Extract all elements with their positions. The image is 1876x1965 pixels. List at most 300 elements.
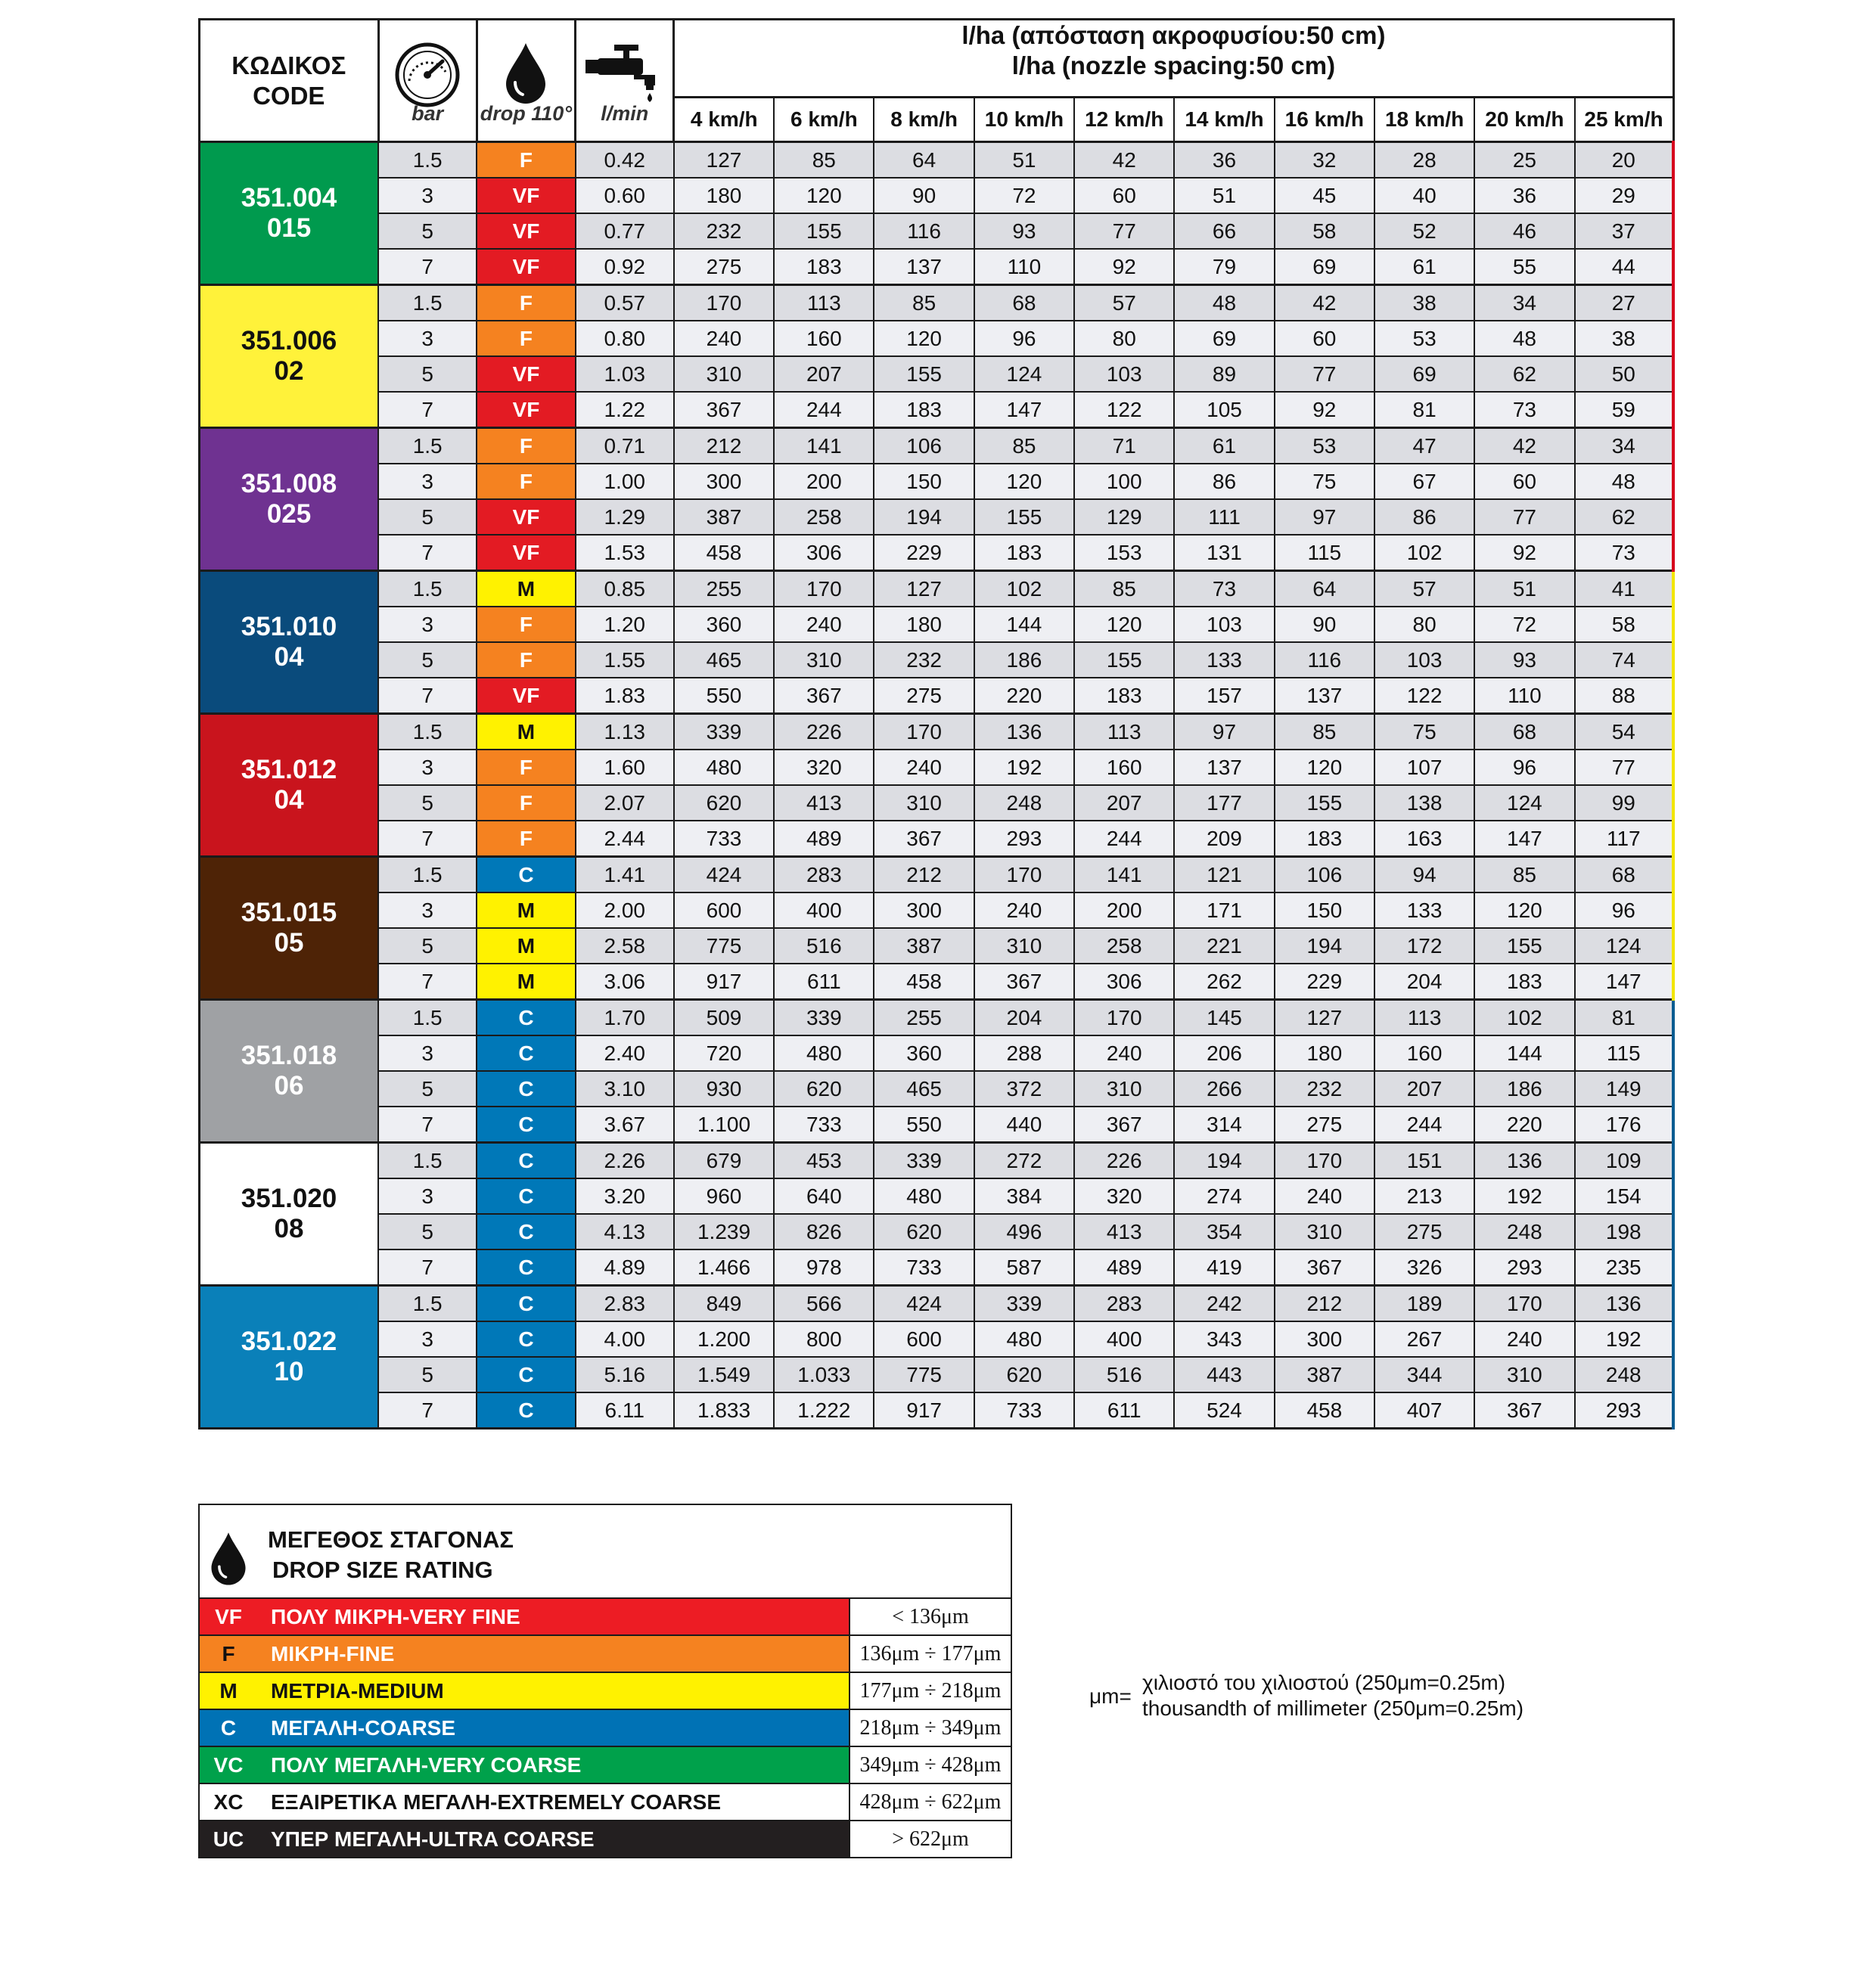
application-rate-value: 50: [1575, 356, 1673, 392]
application-rate-value: 419: [1174, 1249, 1274, 1286]
bar-value: 5: [378, 499, 477, 535]
application-rate-value: 232: [674, 213, 774, 249]
water-drop-icon: [503, 42, 548, 104]
flow-value: 2.44: [576, 821, 674, 857]
application-rate-value: 516: [774, 928, 874, 964]
legend-code: VF: [215, 1604, 242, 1628]
nozzle-size: 08: [274, 1214, 304, 1243]
application-rate-value: 69: [1174, 321, 1274, 356]
table-row: [200, 142, 1674, 178]
flow-value: 4.00: [576, 1321, 674, 1357]
legend-row: [200, 1783, 1011, 1820]
table-row: [200, 499, 1674, 535]
bar-value: 3: [378, 750, 477, 785]
application-rate-value: 53: [1374, 321, 1474, 356]
application-rate-value: 113: [1374, 1000, 1474, 1036]
application-rate-value: 192: [1575, 1321, 1673, 1357]
application-rate-value: 97: [1174, 714, 1274, 750]
flow-value: 2.58: [576, 928, 674, 964]
flow-value: 1.70: [576, 1000, 674, 1036]
drop-size-badge: F: [477, 750, 575, 785]
nozzle-code: 351.018: [241, 1041, 337, 1070]
application-rate-value: 102: [1374, 535, 1474, 571]
flow-value: 0.85: [576, 571, 674, 607]
application-rate-value: 1.100: [674, 1107, 774, 1143]
application-rate-value: 144: [974, 607, 1074, 642]
table-row: [200, 1071, 1674, 1107]
application-rate-value: 99: [1575, 785, 1673, 821]
application-rate-value: 221: [1174, 928, 1274, 964]
table-row: [200, 249, 1674, 285]
table-row: [200, 642, 1674, 678]
drop-size-badge: F: [477, 607, 575, 642]
application-rate-value: 170: [1074, 1000, 1174, 1036]
application-rate-value: 71: [1074, 428, 1174, 464]
legend-code: F: [222, 1641, 235, 1665]
application-rate-value: 620: [774, 1071, 874, 1107]
application-rate-value: 155: [1474, 928, 1574, 964]
drop-size-badge: C: [477, 857, 575, 893]
nozzle-size: 06: [274, 1071, 304, 1100]
application-rate-value: 133: [1374, 892, 1474, 928]
bar-value: 1.5: [378, 285, 477, 321]
application-rate-value: 105: [1174, 392, 1274, 428]
nozzle-code: 351.004: [241, 183, 337, 213]
table-row: [200, 1249, 1674, 1286]
bar-value: 7: [378, 964, 477, 1000]
application-rate-value: 183: [774, 249, 874, 285]
legend-color-band: [200, 1747, 849, 1783]
bar-value: 1.5: [378, 428, 477, 464]
application-rate-value: 235: [1575, 1249, 1673, 1286]
table-row: [200, 607, 1674, 642]
application-rate-value: 213: [1374, 1178, 1474, 1214]
application-rate-value: 122: [1374, 678, 1474, 714]
application-rate-value: 160: [1374, 1035, 1474, 1071]
application-rate-value: 192: [974, 750, 1074, 785]
application-rate-value: 978: [774, 1249, 874, 1286]
legend-title: [268, 1525, 514, 1585]
table-row: [200, 750, 1674, 785]
application-rate-value: 272: [974, 1143, 1074, 1179]
application-rate-value: 74: [1575, 642, 1673, 678]
application-rate-value: 131: [1174, 535, 1274, 571]
application-rate-value: 103: [1074, 356, 1174, 392]
application-rate-value: 86: [1374, 499, 1474, 535]
application-rate-value: 62: [1474, 356, 1574, 392]
application-rate-value: 80: [1074, 321, 1174, 356]
bar-value: 5: [378, 1214, 477, 1249]
table-row: [200, 964, 1674, 1000]
table-row: [200, 1000, 1674, 1036]
application-rate-value: 68: [1474, 714, 1574, 750]
table-row: [200, 178, 1674, 213]
application-rate-value: 367: [1074, 1107, 1174, 1143]
speed-header: 10 km/h: [974, 98, 1074, 142]
legend-row: [200, 1709, 1011, 1746]
table-row: [200, 464, 1674, 499]
application-rate-value: 620: [674, 785, 774, 821]
application-rate-value: 25: [1474, 142, 1574, 178]
application-rate-value: 36: [1174, 142, 1274, 178]
application-rate-value: 244: [1074, 821, 1174, 857]
application-rate-value: 109: [1575, 1143, 1673, 1179]
legend-title-gr: ΜΕΓΕΘΟΣ ΣΤΑΓΟΝΑΣ: [268, 1526, 514, 1553]
table-row: [200, 1392, 1674, 1429]
table-title: [674, 20, 1673, 98]
application-rate-value: 51: [1174, 178, 1274, 213]
drop-size-badge: F: [477, 464, 575, 499]
bar-value: 1.5: [378, 714, 477, 750]
application-rate-value: 310: [1074, 1071, 1174, 1107]
flow-value: 2.40: [576, 1035, 674, 1071]
application-rate-value: 102: [974, 571, 1074, 607]
bar-value: 5: [378, 1071, 477, 1107]
bar-label: bar: [412, 102, 444, 125]
application-rate-value: 79: [1174, 249, 1274, 285]
application-rate-value: 127: [874, 571, 974, 607]
application-rate-value: 458: [674, 535, 774, 571]
nozzle-flow-table: [198, 18, 1675, 1430]
flow-value: 2.07: [576, 785, 674, 821]
application-rate-value: 155: [874, 356, 974, 392]
application-rate-value: 275: [1275, 1107, 1374, 1143]
application-rate-value: 177: [1174, 785, 1274, 821]
drop-size-badge: M: [477, 571, 575, 607]
application-rate-value: 93: [1474, 642, 1574, 678]
application-rate-value: 212: [674, 428, 774, 464]
application-rate-value: 220: [1474, 1107, 1574, 1143]
application-rate-value: 367: [974, 964, 1074, 1000]
application-rate-value: 92: [1275, 392, 1374, 428]
application-rate-value: 183: [974, 535, 1074, 571]
water-drop-icon: [209, 1531, 248, 1585]
bar-value: 1.5: [378, 1000, 477, 1036]
application-rate-value: 496: [974, 1214, 1074, 1249]
table-row: [200, 1357, 1674, 1392]
application-rate-value: 28: [1374, 142, 1474, 178]
application-rate-value: 240: [1275, 1178, 1374, 1214]
flow-value: 3.10: [576, 1071, 674, 1107]
application-rate-value: 407: [1374, 1392, 1474, 1429]
application-rate-value: 97: [1275, 499, 1374, 535]
application-rate-value: 343: [1174, 1321, 1274, 1357]
application-rate-value: 344: [1374, 1357, 1474, 1392]
application-rate-value: 465: [874, 1071, 974, 1107]
drop-size-badge: C: [477, 1071, 575, 1107]
speed-header: 12 km/h: [1074, 98, 1174, 142]
application-rate-value: 611: [774, 964, 874, 1000]
legend-color-band: [200, 1599, 849, 1634]
speed-header: 25 km/h: [1575, 98, 1673, 142]
application-rate-value: 66: [1174, 213, 1274, 249]
application-rate-value: 45: [1275, 178, 1374, 213]
nozzle-code-cell: [200, 1286, 379, 1429]
application-rate-value: 127: [674, 142, 774, 178]
application-rate-value: 72: [974, 178, 1074, 213]
flow-value: 3.20: [576, 1178, 674, 1214]
application-rate-value: 94: [1374, 857, 1474, 893]
application-rate-value: 81: [1575, 1000, 1673, 1036]
application-rate-value: 60: [1074, 178, 1174, 213]
nozzle-code-cell: [200, 857, 379, 1000]
legend-range: > 622μm: [849, 1821, 1011, 1857]
application-rate-value: 124: [1575, 928, 1673, 964]
application-rate-value: 93: [974, 213, 1074, 249]
application-rate-value: 73: [1174, 571, 1274, 607]
application-rate-value: 275: [874, 678, 974, 714]
drop-size-badge: VF: [477, 356, 575, 392]
application-rate-value: 183: [1074, 678, 1174, 714]
table-row: [200, 213, 1674, 249]
application-rate-value: 37: [1575, 213, 1673, 249]
table-row: [200, 571, 1674, 607]
drop-size-badge: C: [477, 1392, 575, 1429]
application-rate-value: 306: [774, 535, 874, 571]
application-rate-value: 120: [1474, 892, 1574, 928]
application-rate-value: 110: [974, 249, 1074, 285]
application-rate-value: 110: [1474, 678, 1574, 714]
drop-size-badge: C: [477, 1321, 575, 1357]
application-rate-value: 137: [874, 249, 974, 285]
application-rate-value: 172: [1374, 928, 1474, 964]
application-rate-value: 306: [1074, 964, 1174, 1000]
application-rate-value: 293: [974, 821, 1074, 857]
application-rate-value: 171: [1174, 892, 1274, 928]
application-rate-value: 509: [674, 1000, 774, 1036]
application-rate-value: 58: [1575, 607, 1673, 642]
table-row: [200, 1286, 1674, 1322]
legend-label: ΜΕΓΑΛΗ-COARSE: [271, 1715, 456, 1740]
bar-value: 5: [378, 928, 477, 964]
application-rate-value: 288: [974, 1035, 1074, 1071]
bar-value: 7: [378, 1249, 477, 1286]
flow-value: 5.16: [576, 1357, 674, 1392]
application-rate-value: 232: [1275, 1071, 1374, 1107]
application-rate-value: 489: [774, 821, 874, 857]
legend-label: ΥΠΕΡ ΜΕΓΑΛΗ-ULTRA COARSE: [271, 1827, 595, 1851]
application-rate-value: 73: [1474, 392, 1574, 428]
application-rate-value: 960: [674, 1178, 774, 1214]
table-row: [200, 1035, 1674, 1071]
application-rate-value: 720: [674, 1035, 774, 1071]
application-rate-value: 58: [1275, 213, 1374, 249]
application-rate-value: 240: [1474, 1321, 1574, 1357]
application-rate-value: 34: [1575, 428, 1673, 464]
drop-size-badge: C: [477, 1357, 575, 1392]
nozzle-code: 351.015: [241, 898, 337, 927]
application-rate-value: 826: [774, 1214, 874, 1249]
application-rate-value: 600: [874, 1321, 974, 1357]
nozzle-code-cell: [200, 428, 379, 571]
bar-value: 3: [378, 321, 477, 356]
application-rate-value: 733: [974, 1392, 1074, 1429]
application-rate-value: 96: [1575, 892, 1673, 928]
application-rate-value: 36: [1474, 178, 1574, 213]
application-rate-value: 266: [1174, 1071, 1274, 1107]
legend-code: VC: [213, 1752, 244, 1777]
drop-size-badge: VF: [477, 178, 575, 213]
application-rate-value: 310: [1474, 1357, 1574, 1392]
application-rate-value: 144: [1474, 1035, 1574, 1071]
application-rate-value: 60: [1275, 321, 1374, 356]
application-rate-value: 275: [1374, 1214, 1474, 1249]
application-rate-value: 194: [1174, 1143, 1274, 1179]
flow-value: 0.42: [576, 142, 674, 178]
application-rate-value: 69: [1275, 249, 1374, 285]
application-rate-value: 640: [774, 1178, 874, 1214]
application-rate-value: 68: [974, 285, 1074, 321]
legend-row: [200, 1634, 1011, 1672]
application-rate-value: 155: [1275, 785, 1374, 821]
application-rate-value: 103: [1374, 642, 1474, 678]
table-row: [200, 857, 1674, 893]
application-rate-value: 240: [974, 892, 1074, 928]
drop-label: drop 110°: [480, 102, 573, 125]
flow-value: 1.60: [576, 750, 674, 785]
application-rate-value: 32: [1275, 142, 1374, 178]
table-row: [200, 535, 1674, 571]
application-rate-value: 77: [1575, 750, 1673, 785]
application-rate-value: 61: [1374, 249, 1474, 285]
code-column-header: [200, 20, 379, 142]
application-rate-value: 255: [674, 571, 774, 607]
bar-value: 5: [378, 356, 477, 392]
application-rate-value: 133: [1174, 642, 1274, 678]
application-rate-value: 75: [1374, 714, 1474, 750]
application-rate-value: 384: [974, 1178, 1074, 1214]
legend-row: [200, 1672, 1011, 1709]
flow-label: l/min: [601, 102, 649, 125]
application-rate-value: 170: [774, 571, 874, 607]
application-rate-value: 204: [1374, 964, 1474, 1000]
legend-range: 428μm ÷ 622μm: [849, 1784, 1011, 1820]
note-line-en: thousandth of millimeter (250μm=0.25m): [1142, 1696, 1524, 1720]
note-line-gr: χιλιοστό του χιλιοστού (250μm=0.25m): [1142, 1671, 1506, 1694]
flow-value: 3.06: [576, 964, 674, 1000]
application-rate-value: 67: [1374, 464, 1474, 499]
speed-header: 18 km/h: [1374, 98, 1474, 142]
application-rate-value: 274: [1174, 1178, 1274, 1214]
drop-size-badge: F: [477, 785, 575, 821]
flow-value: 1.03: [576, 356, 674, 392]
legend-range: 218μm ÷ 349μm: [849, 1710, 1011, 1746]
application-rate-value: 550: [674, 678, 774, 714]
application-rate-value: 124: [1474, 785, 1574, 821]
application-rate-value: 194: [874, 499, 974, 535]
application-rate-value: 566: [774, 1286, 874, 1322]
application-rate-value: 310: [974, 928, 1074, 964]
application-rate-value: 170: [874, 714, 974, 750]
application-rate-value: 620: [874, 1214, 974, 1249]
application-rate-value: 248: [1474, 1214, 1574, 1249]
application-rate-value: 48: [1575, 464, 1673, 499]
flow-value: 0.77: [576, 213, 674, 249]
application-rate-value: 77: [1074, 213, 1174, 249]
bar-value: 5: [378, 642, 477, 678]
application-rate-value: 372: [974, 1071, 1074, 1107]
bar-value: 1.5: [378, 1143, 477, 1179]
application-rate-value: 220: [974, 678, 1074, 714]
application-rate-value: 51: [974, 142, 1074, 178]
nozzle-code: 351.020: [241, 1184, 337, 1213]
application-rate-value: 458: [1275, 1392, 1374, 1429]
application-rate-value: 242: [1174, 1286, 1274, 1322]
application-rate-value: 154: [1575, 1178, 1673, 1214]
application-rate-value: 339: [674, 714, 774, 750]
application-rate-value: 116: [1275, 642, 1374, 678]
flow-value: 4.89: [576, 1249, 674, 1286]
application-rate-value: 600: [674, 892, 774, 928]
drop-size-badge: C: [477, 1249, 575, 1286]
drop-size-badge: VF: [477, 249, 575, 285]
nozzle-size: 10: [274, 1357, 304, 1386]
application-rate-value: 120: [774, 178, 874, 213]
bar-value: 5: [378, 785, 477, 821]
application-rate-value: 42: [1074, 142, 1174, 178]
application-rate-value: 194: [1275, 928, 1374, 964]
application-rate-value: 48: [1474, 321, 1574, 356]
application-rate-value: 275: [674, 249, 774, 285]
application-rate-value: 917: [674, 964, 774, 1000]
flow-value: 1.00: [576, 464, 674, 499]
application-rate-value: 480: [674, 750, 774, 785]
nozzle-code-cell: [200, 714, 379, 857]
table-row: [200, 1143, 1674, 1179]
application-rate-value: 115: [1275, 535, 1374, 571]
application-rate-value: 116: [874, 213, 974, 249]
application-rate-value: 136: [1575, 1286, 1673, 1322]
application-rate-value: 440: [974, 1107, 1074, 1143]
nozzle-code: 351.008: [241, 469, 337, 498]
nozzle-code: 351.022: [241, 1327, 337, 1356]
application-rate-value: 85: [974, 428, 1074, 464]
application-rate-value: 198: [1575, 1214, 1673, 1249]
speed-header: 6 km/h: [774, 98, 874, 142]
application-rate-value: 189: [1374, 1286, 1474, 1322]
drop-size-badge: VF: [477, 392, 575, 428]
application-rate-value: 524: [1174, 1392, 1274, 1429]
application-rate-value: 310: [874, 785, 974, 821]
speed-header: 16 km/h: [1275, 98, 1374, 142]
bar-value: 5: [378, 1357, 477, 1392]
application-rate-value: 283: [774, 857, 874, 893]
code-label-en: CODE: [253, 81, 325, 110]
application-rate-value: 92: [1474, 535, 1574, 571]
flow-value: 2.83: [576, 1286, 674, 1322]
nozzle-size: 015: [266, 213, 312, 243]
table-row: [200, 356, 1674, 392]
application-rate-value: 413: [774, 785, 874, 821]
application-rate-value: 106: [874, 428, 974, 464]
flow-value: 2.26: [576, 1143, 674, 1179]
legend-color-band: [200, 1821, 849, 1857]
drop-size-badge: VF: [477, 499, 575, 535]
application-rate-value: 90: [1275, 607, 1374, 642]
application-rate-value: 61: [1174, 428, 1274, 464]
pressure-gauge-icon: [394, 42, 461, 108]
application-rate-value: 244: [1374, 1107, 1474, 1143]
application-rate-value: 387: [674, 499, 774, 535]
application-rate-value: 170: [1474, 1286, 1574, 1322]
application-rate-value: 480: [874, 1178, 974, 1214]
flow-value: 4.13: [576, 1214, 674, 1249]
legend-label: ΕΞΑΙΡΕΤΙΚΑ ΜΕΓΑΛΗ-EXTREMELY COARSE: [271, 1790, 721, 1814]
bar-value: 1.5: [378, 857, 477, 893]
application-rate-value: 293: [1575, 1392, 1673, 1429]
drop-size-badge: C: [477, 1000, 575, 1036]
application-rate-value: 90: [874, 178, 974, 213]
